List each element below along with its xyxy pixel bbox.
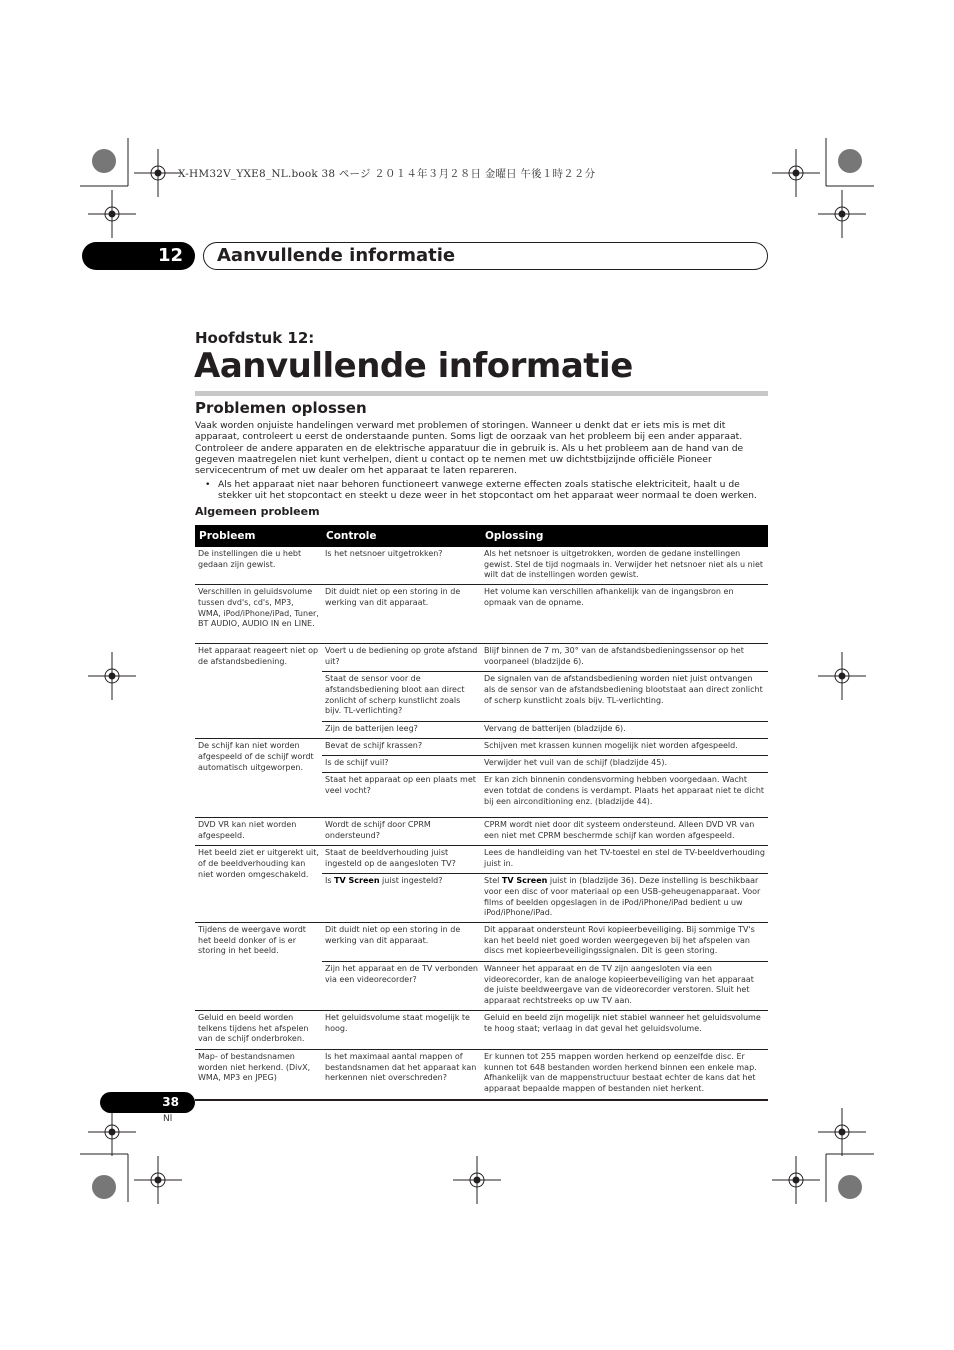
solution-cell: Als het netsnoer is uitgetrokken, worden de gedane instellingen gewist. Stel de tijd nogmaals in. Verwijder het netsnoer niet als u niet wilt dat de instellingen worden gewist. (484, 549, 764, 580)
check-cell: Het geluidsvolume staat mogelijk te hoog. (325, 1012, 470, 1033)
table-row (195, 1050, 768, 1101)
check-solution-pair (322, 739, 768, 755)
table-header (195, 525, 768, 547)
crosshair-icon (793, 1177, 799, 1183)
bullet-icon: • (205, 479, 211, 490)
crosshair-icon (155, 170, 161, 176)
table-body (195, 547, 768, 1101)
check-solution-pair (322, 961, 768, 1010)
check-cell: Zijn het apparaat en de TV verbonden via een videorecorder? (325, 963, 478, 984)
table-row (195, 923, 768, 1011)
crosshair-icon (839, 211, 845, 217)
crosshair-icon (793, 170, 799, 176)
table-row (195, 644, 768, 739)
problem-cell: Geluid en beeld worden telkens tijdens het afspelen van de schijf onderbroken. (198, 1012, 309, 1044)
solution-cell: Geluid en beeld zijn mogelijk niet stabiel wanneer het geluidsvolume te hoog staat; verlaag in dat geval het geluidsvolume. (484, 1012, 761, 1033)
crosshair-icon (155, 1177, 161, 1183)
solution-cell: Het volume kan verschillen afhankelijk van de ingangsbron en opmaak van de opname. (484, 587, 734, 607)
chapter-title: Aanvullende informatie (217, 245, 456, 266)
check-solution-pair (322, 1050, 768, 1098)
page-number: 38 (100, 1092, 195, 1113)
check-cell (322, 874, 481, 922)
registration-circle-icon (838, 149, 862, 173)
crosshair-icon (109, 211, 115, 217)
check-cell: Is de schijf vuil? (325, 758, 389, 768)
crosshair-icon (109, 673, 115, 679)
problem-cell: Tijdens de weergave wordt het beeld donker of is er storing in het beeld. (198, 924, 306, 956)
crosshair-icon (839, 673, 845, 679)
problem-cell: Verschillen in geluidsvolume tussen dvd's, cd's, MP3, WMA, iPod/iPhone/iPad, Tuner, BT AUDIO, AUDIO IN en LINE. (198, 587, 319, 629)
check-cell: Is het netsnoer uitgetrokken? (325, 549, 443, 558)
solution-cell: Wanneer het apparaat en de TV zijn aangesloten via een videorecorder, kan de analoge kopieerbeveiliging van het apparaat de juiste beeldweergave van de videorecorder verstoren. Sluit het apparaat rechtstreeks op uw TV aan. (484, 963, 754, 1006)
check-cell: Dit duidt niet op een storing in de werking van dit apparaat. (325, 924, 461, 945)
solution-cell (481, 874, 768, 922)
print-info-line: X-HM32V_YXE8_NL.book 38 ページ ２０１４年３月２８日 金曜日 午後１時２２分 (178, 168, 596, 180)
crosshair-icon (474, 1177, 480, 1183)
registration-circle-icon (92, 1175, 116, 1199)
solution-text: Stel (484, 876, 502, 886)
troubleshooting-table (195, 525, 768, 1101)
check-cell: Staat het apparaat op een plaats met veel vocht? (325, 775, 476, 795)
problem-cell: DVD VR kan niet worden afgespeeld. (198, 820, 297, 840)
table-row (195, 846, 768, 923)
table-row (195, 818, 768, 846)
check-solution-pair (322, 644, 768, 671)
solution-cell: Blijf binnen de 7 m, 30° van de afstandsbedieningssensor op het voorpaneel (bladzijde 6). (484, 646, 744, 666)
check-cell: Zijn de batterijen leeg? (325, 724, 418, 734)
title-rule (195, 391, 768, 396)
problem-cell: Het beeld ziet er uitgerekt uit, of de beeldverhouding kan niet worden omgeschakeld. (198, 848, 319, 879)
bullet-text: Als het apparaat niet naar behoren functioneert vanwege externe effecten zoals statische elektriciteit, haalt u de stekker uit het stopcontact en steekt u deze weer in het stopcontact om het apparaat weer normaal te doen werken. (218, 479, 757, 502)
check-solution-pair (322, 772, 768, 817)
header-solution: Oplossing (485, 530, 544, 542)
solution-cell: Vervang de batterijen (bladzijde 6). (484, 724, 626, 734)
header-check: Controle (326, 530, 377, 542)
table-row (195, 585, 768, 644)
crosshair-icon (109, 1129, 115, 1135)
check-solution-pair (322, 671, 768, 721)
intro-paragraph: Vaak worden onjuiste handelingen verward met problemen of storingen. Wanneer u denkt dat er iets mis is met dit apparaat, controleert u eerst de onderstaande punten. Soms ligt de oorzaak van het probleem bij een ander apparaat. Controleer de andere apparaten en de elektrische apparatuur die in gebruik is. Als u het probleem aan de hand van de gegeven maatregelen niet kunt verhelpen, dient u contact op te nemen met uw dichtstbijzijnde officiële Pioneer servicecentrum of met uw dealer om het apparaat te laten repareren. (195, 420, 744, 477)
section-title: Problemen oplossen (195, 399, 367, 417)
crosshair-icon (839, 1129, 845, 1135)
solution-text: juist in (bladzijde 36). Deze instelling is beschikbaar voor een disc of voor materiaal op een USB-geheugenapparaat. Voor films of beelden opgeslagen in de iPod/iPhone/iPad bedient u uw iPod/iPhone/iPad. (484, 876, 761, 918)
solution-cell: Dit apparaat ondersteunt Rovi kopieerbeveiliging. Bij sommige TV's kan het beeld niet goed worden weergegeven bij het afspelen van discs met kopieerbeveiligingssignalen. Dit is geen storing. (484, 924, 755, 956)
chapter-label: Hoofdstuk 12: (195, 329, 315, 347)
page-title: Aanvullende informatie (194, 346, 633, 386)
setting-name: TV Screen (334, 876, 380, 886)
check-cell: Wordt de schijf door CPRM ondersteund? (325, 820, 431, 840)
table-row (195, 547, 768, 585)
check-solution-pair (322, 846, 768, 873)
subsection-title: Algemeen probleem (195, 505, 320, 518)
check-cell: Staat de beeldverhouding juist ingesteld op de aangesloten TV? (325, 848, 456, 868)
check-solution-pair (322, 721, 768, 738)
problem-cell: Map- of bestandsnamen worden niet herkend. (DivX, WMA, MP3 en JPEG) (198, 1051, 311, 1083)
registration-circle-icon (838, 1175, 862, 1199)
solution-cell: Er kunnen tot 255 mappen worden herkend op eenzelfde disc. Er kunnen tot 648 bestanden worden herkend binnen een enkele map. Afhankelijk van de mappenstructuur bestaat echter de kans dat het apparaat bepaalde mappen of bestanden niet herkent. (484, 1051, 757, 1094)
solution-cell: Er kan zich binnenin condensvorming hebben voorgedaan. Wacht even totdat de condens is verdampt. Plaats het apparaat niet te dicht bij een airconditioning enz. (bladzijde 44). (484, 775, 765, 806)
check-cell: Is het maximaal aantal mappen of bestandsnamen dat het apparaat kan herkennen niet overschreden? (325, 1051, 477, 1083)
chapter-number-badge: 12 (82, 242, 195, 270)
check-solution-pair (322, 585, 768, 642)
solution-cell: Schijven met krassen kunnen mogelijk niet worden afgespeeld. (484, 741, 738, 751)
check-solution-pair (322, 818, 768, 844)
check-solution-pair (322, 547, 768, 584)
registration-circle-icon (92, 149, 116, 173)
check-solution-pair (322, 873, 768, 922)
setting-name: TV Screen (501, 876, 548, 886)
check-cell: Dit duidt niet op een storing in de werking van dit apparaat. (325, 587, 461, 607)
table-row (195, 739, 768, 818)
header-problem: Probleem (199, 530, 256, 542)
check-solution-pair (322, 1011, 768, 1048)
check-cell: Voert u de bediening op grote afstand uit? (325, 646, 478, 666)
check-solution-pair (322, 755, 768, 772)
check-cell: Bevat de schijf krassen? (325, 741, 423, 751)
bullet-item (205, 479, 768, 502)
solution-cell: Verwijder het vuil van de schijf (bladzijde 45). (484, 758, 668, 768)
check-solution-pair (322, 923, 768, 961)
solution-cell: CPRM wordt niet door dit systeem ondersteund. Alleen DVD VR van een niet met CPRM beschermde schijf kan worden afgespeeld. (484, 820, 755, 840)
problem-cell: Het apparaat reageert niet op de afstandsbediening. (198, 646, 319, 666)
solution-cell: De signalen van de afstandsbediening worden niet juist ontvangen als de sensor van de afstandsbediening blootstaat aan direct zonlicht of scherp kunstlicht zoals bijv. TL-verlichting. (484, 674, 763, 705)
problem-cell: De schijf kan niet worden afgespeeld of de schijf wordt automatisch uitgeworpen. (198, 741, 314, 772)
check-text: Is (325, 876, 335, 886)
solution-cell: Lees de handleiding van het TV-toestel en stel de TV-beeldverhouding juist in. (484, 848, 765, 868)
table-row (195, 1011, 768, 1050)
page-language: Nl (163, 1114, 173, 1124)
check-text: juist ingesteld? (379, 876, 443, 886)
problem-cell: De instellingen die u hebt gedaan zijn gewist. (198, 549, 302, 569)
check-cell: Staat de sensor voor de afstandsbediening bloot aan direct zonlicht of scherp kunstlicht zoals bijv. TL-verlichting? (325, 674, 465, 716)
